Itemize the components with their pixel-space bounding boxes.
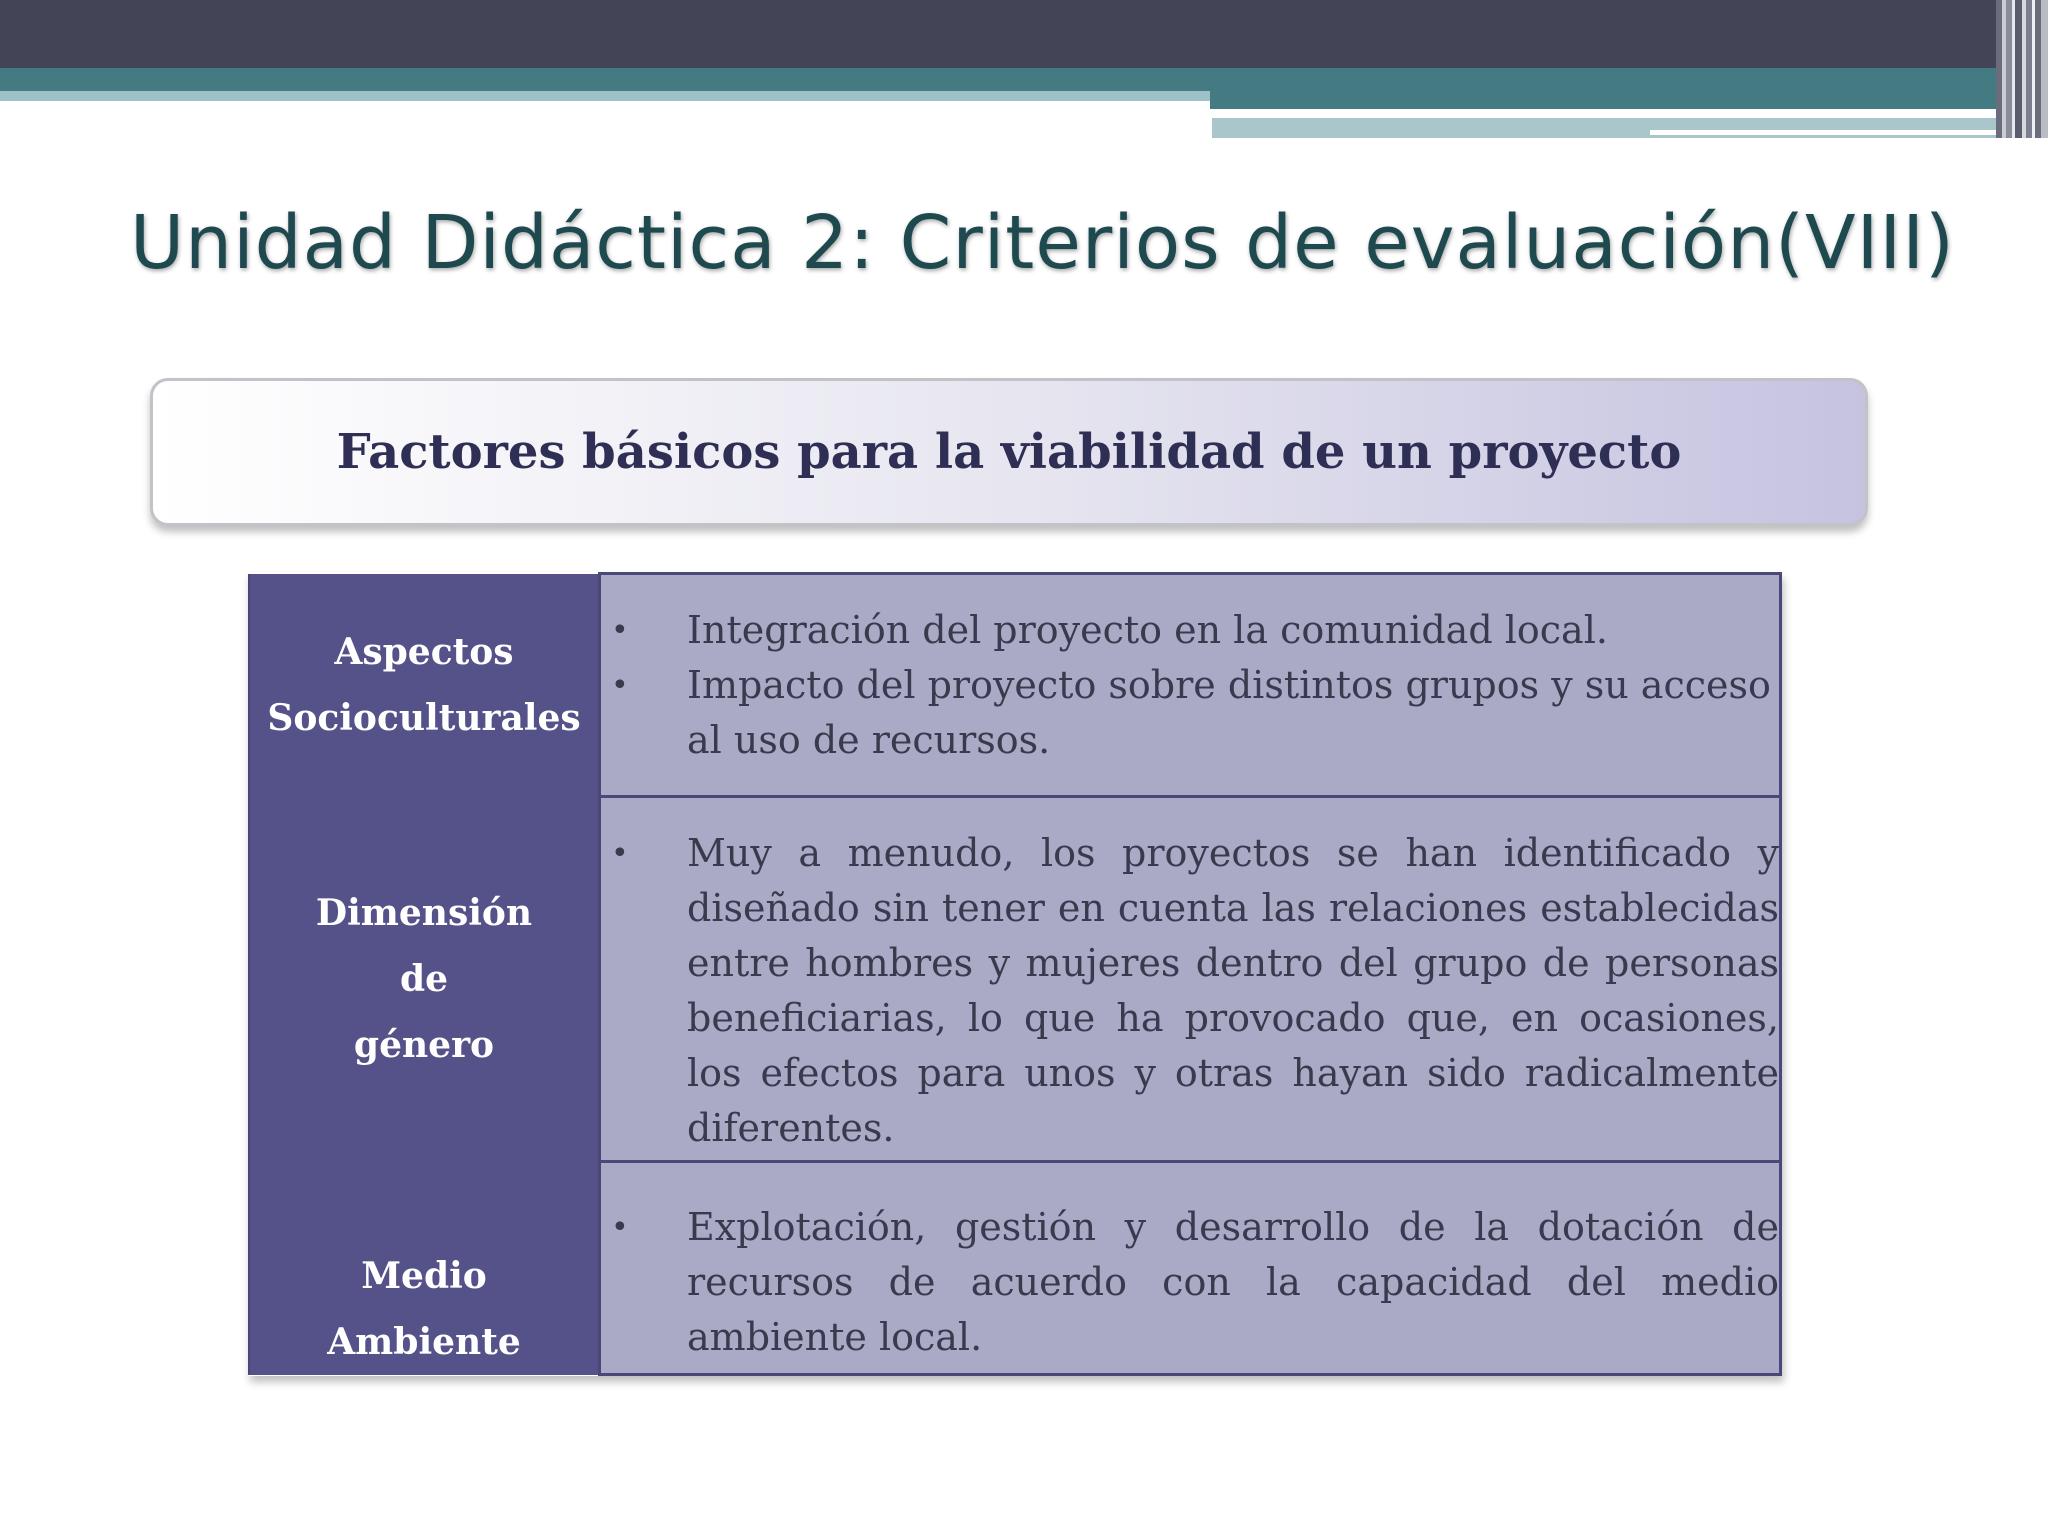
factors-table (248, 572, 1782, 1376)
bullet-icon: • (611, 667, 629, 703)
table-row-medio-ambiente (249, 1162, 1781, 1375)
header-light-bar (0, 91, 1210, 101)
row-label-line: Aspectos (334, 631, 514, 673)
row-label-line: de (399, 958, 449, 1000)
row-label-medio-ambiente (249, 1162, 600, 1375)
header-divider-line (1212, 110, 1897, 115)
row-content-genero (600, 797, 1781, 1162)
bullet-item (601, 826, 1779, 1156)
row-content-medio-ambiente (600, 1162, 1781, 1375)
bullet-list (601, 826, 1779, 1156)
header-right-stripes (1996, 0, 2048, 138)
bullet-text: Integración del proyecto en la comunidad local. (687, 607, 1608, 652)
row-label-socioculturales (249, 574, 600, 797)
table-row-socioculturales (249, 574, 1781, 797)
bullet-item (601, 658, 1779, 768)
header-divider-line-right (1650, 130, 2010, 135)
bullet-item (601, 1200, 1779, 1365)
row-content-socioculturales (600, 574, 1781, 797)
row-label-line: género (353, 1024, 495, 1066)
bullet-item (601, 603, 1779, 658)
bullet-text: Impacto del proyecto sobre distintos grupos y su acceso al uso de recursos. (687, 662, 1771, 762)
bullet-list (601, 603, 1779, 768)
row-label-line: Medio (361, 1254, 487, 1297)
table-row-genero (249, 797, 1781, 1162)
subtitle-box (150, 378, 1868, 526)
bullet-icon: • (611, 836, 629, 871)
header-light-bar-right (1212, 118, 2012, 138)
bullet-text: Explotación, gestión y desarrollo de la dotación de recursos de acuerdo con la capacidad del medio ambiente local. (687, 1205, 1779, 1359)
bullet-list (601, 1200, 1779, 1365)
bullet-icon: • (611, 612, 629, 648)
row-label-genero (249, 797, 600, 1162)
row-label-line: Dimensión (315, 892, 533, 934)
row-label-line: Ambiente (327, 1320, 521, 1363)
header-teal-bar (0, 68, 2048, 91)
bullet-icon: • (611, 1210, 629, 1245)
bullet-text: Muy a menudo, los proyectos se han identificado y diseñado sin tener en cuenta las relaciones establecidas entre hombres y mujeres dentro del grupo de personas beneficiarias, lo que ha provocado que, en ocasiones, los efectos para unos y otras hayan sido radicalmente diferentes. (687, 831, 1779, 1150)
subtitle-text: Factores básicos para la viabilidad de un proyecto (336, 424, 1682, 480)
row-label-line: Socioculturales (267, 697, 581, 739)
header-dark-bar (0, 0, 2048, 68)
slide-title: Unidad Didáctica 2: Criterios de evaluación(VIII) (130, 200, 1955, 286)
header-teal-bar-right (1210, 91, 2048, 109)
